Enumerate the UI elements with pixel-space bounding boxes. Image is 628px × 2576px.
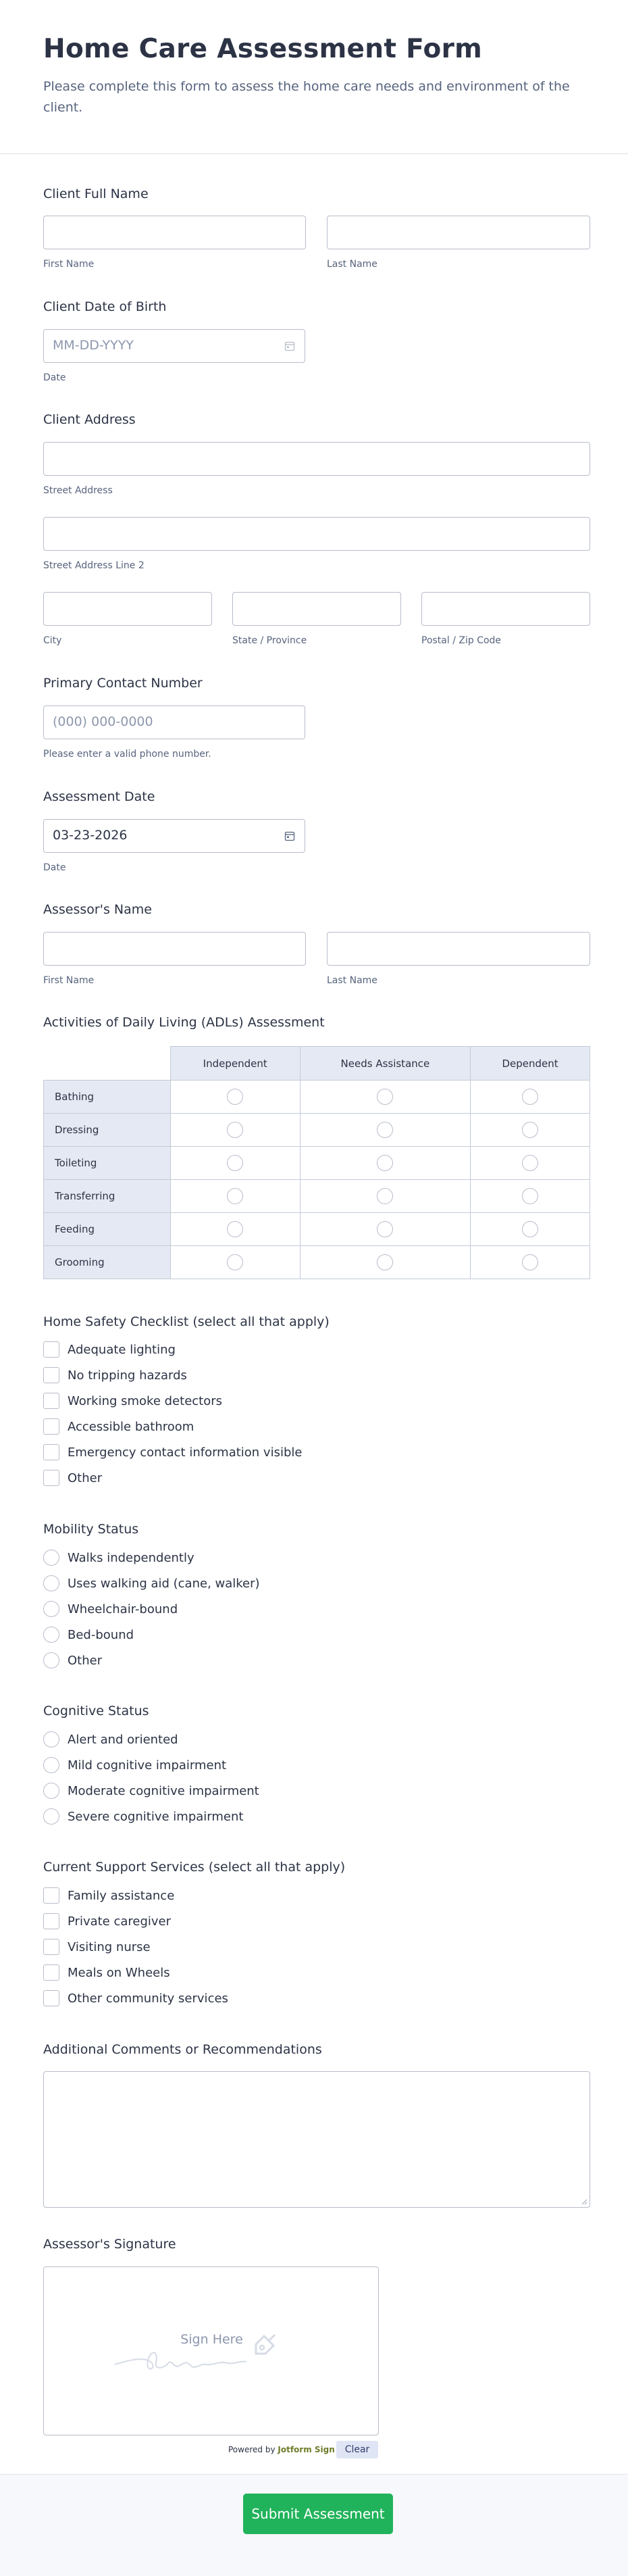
radio[interactable]: [43, 1757, 59, 1773]
matrix-radio[interactable]: [227, 1221, 243, 1237]
matrix-radio[interactable]: [522, 1188, 538, 1204]
state-sublabel: State / Province: [232, 635, 307, 646]
checkbox[interactable]: [43, 1964, 59, 1981]
matrix-radio[interactable]: [522, 1155, 538, 1171]
jotform-sign-brand[interactable]: Jotform Sign: [278, 2445, 335, 2454]
form-title: Home Care Assessment Form: [43, 34, 483, 64]
matrix-row: [44, 1213, 590, 1246]
support-option[interactable]: [43, 1938, 151, 1956]
matrix-row: [44, 1081, 590, 1114]
matrix-radio[interactable]: [227, 1155, 243, 1171]
safety-option[interactable]: [43, 1418, 194, 1435]
signature-label: Assessor's Signature: [43, 2237, 176, 2252]
powered-by: [228, 2445, 335, 2454]
signature-pad[interactable]: [43, 2267, 379, 2435]
support-option[interactable]: [43, 1887, 174, 1904]
matrix-row: [44, 1180, 590, 1213]
matrix-radio[interactable]: [227, 1254, 243, 1270]
comments-textarea[interactable]: [43, 2071, 590, 2208]
form-description: Please complete this form to assess the home care needs and environment of the client.: [43, 79, 570, 115]
option-label: Moderate cognitive impairment: [68, 1783, 259, 1798]
assessment-date-input[interactable]: [43, 819, 305, 853]
resize-handle-icon[interactable]: [581, 2198, 587, 2205]
option-label: Other: [68, 1653, 103, 1668]
matrix-row: [44, 1114, 590, 1147]
client-first-name-sublabel: First Name: [43, 259, 95, 270]
zip-input[interactable]: [421, 592, 590, 626]
matrix-col-header: Needs Assistance: [300, 1047, 471, 1081]
matrix-radio[interactable]: [227, 1122, 243, 1138]
option-label: Accessible bathroom: [68, 1419, 194, 1434]
option-label: Visiting nurse: [68, 1939, 151, 1954]
option-label: Mild cognitive impairment: [68, 1758, 227, 1773]
matrix-row-label: Grooming: [44, 1246, 171, 1279]
calendar-icon[interactable]: [284, 341, 295, 351]
form-footer: [0, 2474, 628, 2576]
option-label: Adequate lighting: [68, 1342, 176, 1357]
checkbox[interactable]: [43, 1393, 59, 1409]
city-sublabel: City: [43, 635, 62, 646]
street-address-2-sublabel: Street Address Line 2: [43, 560, 145, 571]
street-address-sublabel: Street Address: [43, 485, 113, 496]
cognitive-option[interactable]: [43, 1756, 226, 1774]
matrix-radio[interactable]: [522, 1221, 538, 1237]
matrix-radio[interactable]: [227, 1188, 243, 1204]
option-label: Other: [68, 1470, 103, 1485]
checkbox[interactable]: [43, 1887, 59, 1904]
safety-option[interactable]: [43, 1366, 187, 1384]
radio[interactable]: [43, 1601, 59, 1617]
matrix-radio[interactable]: [227, 1089, 243, 1105]
option-label: Wheelchair-bound: [68, 1602, 178, 1616]
calendar-icon[interactable]: [284, 831, 295, 841]
safety-label: Home Safety Checklist (select all that apply): [43, 1314, 330, 1329]
radio[interactable]: [43, 1731, 59, 1748]
support-label: Current Support Services (select all that apply): [43, 1860, 346, 1875]
support-option[interactable]: [43, 1912, 171, 1930]
radio[interactable]: [43, 1808, 59, 1825]
matrix-row-label: Toileting: [44, 1147, 171, 1180]
cognitive-option[interactable]: [43, 1782, 259, 1800]
mobility-label: Mobility Status: [43, 1522, 139, 1537]
mobility-option[interactable]: [43, 1575, 260, 1592]
checkbox[interactable]: [43, 1470, 59, 1486]
option-label: Walks independently: [68, 1550, 194, 1565]
matrix-radio[interactable]: [377, 1089, 393, 1105]
safety-option[interactable]: [43, 1341, 176, 1358]
matrix-radio[interactable]: [377, 1221, 393, 1237]
signature-placeholder: Sign Here: [180, 2332, 243, 2347]
matrix-radio[interactable]: [377, 1155, 393, 1171]
assessor-last-name-input[interactable]: [327, 932, 590, 966]
checkbox[interactable]: [43, 1341, 59, 1358]
signature-scribble-icon: [111, 2329, 307, 2377]
assessment-date-value: 03-23-2026: [53, 828, 128, 843]
checkbox[interactable]: [43, 1939, 59, 1955]
address-label: Client Address: [43, 412, 136, 427]
safety-option[interactable]: [43, 1469, 102, 1487]
support-option[interactable]: [43, 1989, 228, 2007]
option-label: Severe cognitive impairment: [68, 1809, 244, 1824]
street-address-input[interactable]: [43, 442, 590, 476]
comments-label: Additional Comments or Recommendations: [43, 2042, 322, 2057]
matrix-row-label: Dressing: [44, 1114, 171, 1147]
mobility-option[interactable]: [43, 1626, 134, 1643]
mobility-option[interactable]: [43, 1549, 194, 1566]
option-label: Working smoke detectors: [68, 1393, 223, 1408]
matrix-radio[interactable]: [522, 1254, 538, 1270]
adl-label: Activities of Daily Living (ADLs) Assessment: [43, 1015, 325, 1030]
option-label: No tripping hazards: [68, 1368, 187, 1383]
option-label: Uses walking aid (cane, walker): [68, 1576, 260, 1591]
radio[interactable]: [43, 1627, 59, 1643]
client-last-name-input[interactable]: [327, 216, 590, 249]
matrix-col-header: Independent: [170, 1047, 300, 1081]
option-label: Family assistance: [68, 1888, 175, 1903]
cognitive-label: Cognitive Status: [43, 1704, 149, 1718]
option-label: Other community services: [68, 1991, 228, 2006]
assessment-date-sublabel: Date: [43, 862, 66, 873]
matrix-radio[interactable]: [377, 1254, 393, 1270]
matrix-corner: [44, 1047, 171, 1081]
radio[interactable]: [43, 1550, 59, 1566]
checkbox[interactable]: [43, 1418, 59, 1435]
option-label: Alert and oriented: [68, 1732, 178, 1747]
dob-sublabel: Date: [43, 372, 66, 383]
checkbox[interactable]: [43, 1913, 59, 1929]
dob-input[interactable]: [43, 329, 305, 363]
checkbox[interactable]: [43, 1367, 59, 1383]
option-label: Meals on Wheels: [68, 1965, 170, 1980]
powered-by-text: Powered by: [228, 2445, 276, 2454]
matrix-row: [44, 1147, 590, 1180]
adl-matrix: [43, 1046, 590, 1279]
mobility-option[interactable]: [43, 1652, 102, 1669]
safety-option[interactable]: [43, 1392, 222, 1410]
dob-placeholder: MM-DD-YYYY: [53, 338, 134, 353]
matrix-row: [44, 1246, 590, 1279]
phone-placeholder: (000) 000-0000: [53, 714, 153, 729]
phone-hint: Please enter a valid phone number.: [43, 749, 211, 760]
assessor-last-name-sublabel: Last Name: [327, 975, 377, 986]
matrix-radio[interactable]: [522, 1089, 538, 1105]
cognitive-option[interactable]: [43, 1808, 243, 1825]
mobility-option[interactable]: [43, 1600, 178, 1618]
radio[interactable]: [43, 1575, 59, 1591]
option-label: Private caregiver: [68, 1914, 172, 1929]
matrix-radio[interactable]: [377, 1188, 393, 1204]
zip-sublabel: Postal / Zip Code: [421, 635, 502, 646]
assessment-date-label: Assessment Date: [43, 789, 155, 804]
matrix-row-label: Bathing: [44, 1081, 171, 1114]
matrix-row-label: Feeding: [44, 1213, 171, 1246]
submit-button[interactable]: Submit Assessment: [243, 2494, 393, 2534]
clear-signature-button[interactable]: Clear: [336, 2441, 378, 2458]
client-last-name-sublabel: Last Name: [327, 259, 377, 270]
matrix-row-label: Transferring: [44, 1180, 171, 1213]
matrix-radio[interactable]: [377, 1122, 393, 1138]
dob-label: Client Date of Birth: [43, 299, 167, 314]
phone-label: Primary Contact Number: [43, 676, 203, 691]
form-header: [0, 0, 628, 154]
assessor-first-name-sublabel: First Name: [43, 975, 95, 986]
checkbox[interactable]: [43, 1444, 59, 1460]
radio[interactable]: [43, 1783, 59, 1799]
matrix-radio[interactable]: [522, 1122, 538, 1138]
phone-input[interactable]: [43, 705, 305, 739]
client-name-label: Client Full Name: [43, 187, 149, 201]
safety-option[interactable]: [43, 1443, 302, 1461]
assessor-first-name-input[interactable]: [43, 932, 306, 966]
radio[interactable]: [43, 1652, 59, 1668]
city-input[interactable]: [43, 592, 212, 626]
street-address-2-input[interactable]: [43, 517, 590, 551]
cognitive-option[interactable]: [43, 1731, 178, 1748]
client-first-name-input[interactable]: [43, 216, 306, 249]
state-input[interactable]: [232, 592, 401, 626]
checkbox[interactable]: [43, 1990, 59, 2006]
option-label: Emergency contact information visible: [68, 1445, 303, 1460]
option-label: Bed-bound: [68, 1627, 134, 1642]
assessor-name-label: Assessor's Name: [43, 902, 152, 917]
matrix-col-header: Dependent: [471, 1047, 590, 1081]
support-option[interactable]: [43, 1964, 170, 1981]
